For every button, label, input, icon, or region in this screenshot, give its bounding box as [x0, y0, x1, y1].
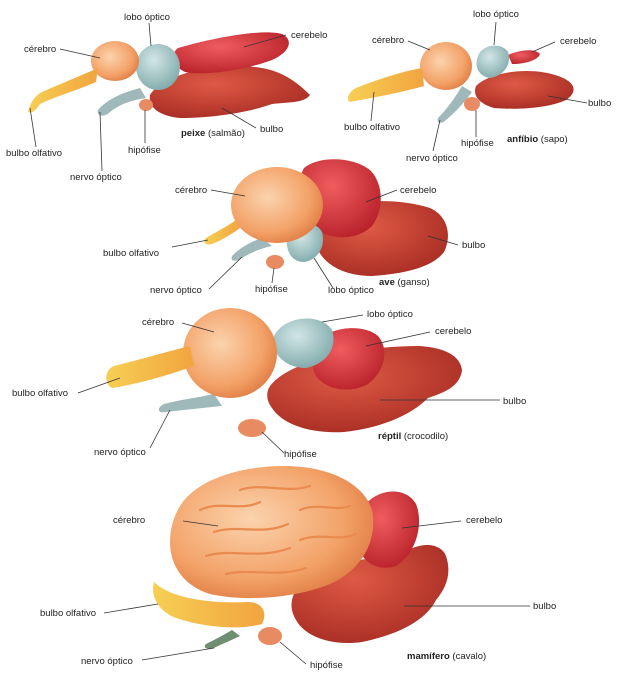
caption-group: mamífero [407, 651, 450, 662]
leader [150, 410, 170, 448]
caption-frog [507, 134, 568, 145]
caption-species: (sapo) [540, 134, 568, 145]
label-bulbo-mammal: bulbo [533, 601, 557, 612]
label-hipofise-frog: hipófise [461, 138, 494, 149]
label-lobo-optico-fish: lobo óptico [124, 12, 170, 23]
label-bulbo-olfativo-fish: bulbo olfativo [6, 148, 62, 159]
fish-nervo-optico [98, 88, 146, 116]
leader [209, 257, 242, 289]
leader [149, 23, 151, 46]
fish-hipofise [139, 99, 153, 111]
leader [280, 642, 306, 664]
label-cerebelo-frog: cerebelo [560, 36, 597, 47]
reptile-hipofise [238, 419, 266, 437]
leader [30, 108, 36, 147]
caption-bird [379, 277, 430, 288]
bird-hipofise [266, 255, 284, 269]
leader [322, 315, 363, 322]
label-nervo-optico-frog: nervo óptico [406, 153, 458, 164]
leader [494, 22, 496, 45]
label-lobo-optico-frog: lobo óptico [473, 9, 519, 20]
label-cerebro-frog: cérebro [372, 35, 405, 46]
mammal-hipofise [258, 627, 282, 645]
caption-species: (ganso) [397, 277, 430, 288]
caption-mammal [407, 651, 486, 662]
caption-group: anfíbio [507, 134, 539, 145]
caption-group: peixe [181, 128, 206, 139]
brain-frog [348, 42, 574, 123]
label-hipofise-mammal: hipófise [310, 660, 343, 671]
label-bulbo-frog: bulbo [588, 98, 612, 109]
caption-reptile [378, 431, 448, 442]
fish-cerebro [91, 41, 139, 81]
label-lobo-optico-reptile: lobo óptico [367, 309, 413, 320]
label-nervo-optico-mammal: nervo óptico [81, 656, 133, 667]
bird-cerebro [231, 167, 323, 243]
brain-mammal [153, 466, 448, 649]
label-bulbo-olfativo-mammal: bulbo olfativo [40, 608, 96, 619]
label-bulbo-bird: bulbo [462, 240, 486, 251]
leader [100, 112, 102, 171]
leader [142, 648, 214, 660]
label-cerebelo-reptile: cerebelo [435, 326, 472, 337]
fish-lobo-optico [136, 44, 180, 90]
frog-bulbo-olfativo [348, 68, 424, 102]
label-cerebro-fish: cérebro [24, 44, 57, 55]
leader [104, 604, 158, 613]
label-hipofise-bird: hipófise [255, 284, 288, 295]
fish-cerebelo [173, 32, 289, 73]
caption-group: ave [379, 277, 395, 288]
leader [272, 268, 274, 283]
reptile-cerebro [183, 308, 277, 398]
fish-bulbo-olfativo [28, 68, 98, 113]
label-bulbo-reptile: bulbo [503, 396, 527, 407]
label-nervo-optico-reptile: nervo óptico [94, 447, 146, 458]
label-nervo-optico-bird: nervo óptico [150, 285, 202, 296]
label-bulbo-olfativo-reptile: bulbo olfativo [12, 388, 68, 399]
label-cerebro-reptile: cérebro [142, 317, 175, 328]
reptile-nervo-optico [159, 394, 222, 412]
bird-bulbo-olfativo [204, 220, 240, 245]
label-hipofise-fish: hipófise [128, 145, 161, 156]
label-cerebelo-bird: cerebelo [400, 185, 437, 196]
frog-lobo-optico [477, 46, 510, 78]
label-nervo-optico-fish: nervo óptico [70, 172, 122, 183]
brain-fish [28, 32, 310, 118]
caption-group: réptil [378, 431, 402, 442]
frog-cerebelo [508, 50, 540, 64]
label-cerebelo-mammal: cerebelo [466, 515, 503, 526]
leader [532, 42, 555, 52]
label-cerebro-bird: cérebro [175, 185, 208, 196]
label-cerebelo-fish: cerebelo [291, 30, 328, 41]
reptile-bulbo-olfativo [106, 346, 194, 388]
label-bulbo-olfativo-frog: bulbo olfativo [344, 122, 400, 133]
label-bulbo-olfativo-bird: bulbo olfativo [103, 248, 159, 259]
label-hipofise-reptile: hipófise [284, 449, 317, 460]
mammal-nervo-optico [205, 630, 240, 649]
leader [172, 240, 208, 247]
leader [433, 120, 440, 151]
caption-species: (cavalo) [452, 651, 487, 662]
caption-species: (crocodilo) [403, 431, 449, 442]
frog-hipofise [464, 97, 480, 111]
caption-fish [181, 128, 245, 139]
leader [262, 432, 284, 453]
label-lobo-optico-bird: lobo óptico [328, 285, 374, 296]
label-cerebro-mammal: cérebro [113, 515, 146, 526]
label-bulbo-fish: bulbo [260, 124, 284, 135]
leader [408, 41, 430, 50]
caption-species: (salmão) [207, 128, 245, 139]
